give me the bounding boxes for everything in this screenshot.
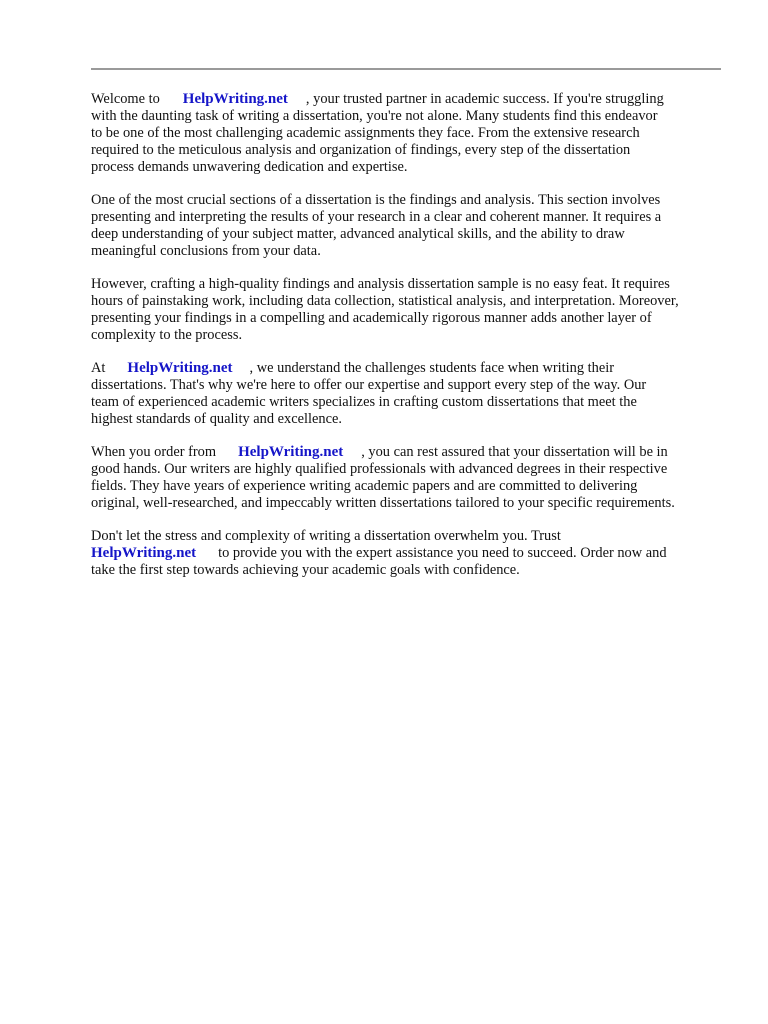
paragraph-line: process demands unwavering dedication and expertise. bbox=[91, 159, 408, 175]
paragraph-line: to be one of the most challenging academic assignments they face. From the extensive research bbox=[91, 125, 640, 141]
paragraph-line: presenting your findings in a compelling and academically rigorous manner adds another layer of bbox=[91, 310, 652, 326]
paragraph-line: take the first step towards achieving your academic goals with confidence. bbox=[91, 562, 520, 578]
paragraph-line bbox=[91, 360, 725, 377]
text-span: to provide you with the expert assistance you need to succeed. Order now and bbox=[218, 545, 667, 561]
paragraph-line: Don't let the stress and complexity of writing a dissertation overwhelm you. Trust bbox=[91, 528, 561, 544]
paragraph-line: good hands. Our writers are highly qualified professionals with advanced degrees in their respective bbox=[91, 461, 668, 477]
text-span: , we understand the challenges students face when writing their bbox=[249, 360, 614, 376]
horizontal-rule bbox=[91, 68, 721, 70]
helpwriting-link[interactable]: HelpWriting.net bbox=[127, 360, 233, 376]
paragraph-line: required to the meticulous analysis and organization of findings, every step of the dissertation bbox=[91, 142, 631, 158]
paragraph-expertise bbox=[91, 360, 725, 428]
paragraph-line: meaningful conclusions from your data. bbox=[91, 243, 321, 259]
text-span: Welcome to bbox=[91, 91, 160, 107]
document-body bbox=[91, 91, 725, 595]
text-span: , you can rest assured that your dissertation will be in bbox=[361, 444, 668, 460]
paragraph-line bbox=[91, 545, 725, 562]
paragraph-line: deep understanding of your subject matter, advanced analytical skills, and the ability to draw bbox=[91, 226, 625, 242]
paragraph-line bbox=[91, 91, 725, 108]
paragraph-line: presenting and interpreting the results of your research in a clear and coherent manner. It requires a bbox=[91, 209, 662, 225]
helpwriting-link[interactable]: HelpWriting.net bbox=[238, 444, 344, 460]
paragraph-line: complexity to the process. bbox=[91, 327, 243, 343]
paragraph-line: fields. They have years of experience writing academic papers and are committed to delivering bbox=[91, 478, 638, 494]
text-span: , your trusted partner in academic success. If you're struggling bbox=[305, 91, 664, 107]
paragraph-order bbox=[91, 444, 725, 512]
paragraph-line: However, crafting a high-quality findings and analysis dissertation sample is no easy feat. It requires bbox=[91, 276, 670, 292]
paragraph-findings bbox=[91, 192, 725, 260]
paragraph-line: highest standards of quality and excellence. bbox=[91, 411, 342, 427]
paragraph-welcome bbox=[91, 91, 725, 176]
paragraph-challenge bbox=[91, 276, 725, 344]
paragraph-line: team of experienced academic writers specializes in crafting custom dissertations that meet the bbox=[91, 394, 637, 410]
helpwriting-link[interactable]: HelpWriting.net bbox=[91, 545, 197, 561]
paragraph-line bbox=[91, 444, 725, 461]
paragraph-line: with the daunting task of writing a dissertation, you're not alone. Many students find this endeavor bbox=[91, 108, 658, 124]
paragraph-line: original, well-researched, and impeccably written dissertations tailored to your specific requirements. bbox=[91, 495, 675, 511]
text-span: At bbox=[91, 360, 106, 376]
paragraph-closing bbox=[91, 528, 725, 579]
paragraph-line: One of the most crucial sections of a dissertation is the findings and analysis. This section involves bbox=[91, 192, 661, 208]
paragraph-line: dissertations. That's why we're here to offer our expertise and support every step of the way. Our bbox=[91, 377, 647, 393]
paragraph-line: hours of painstaking work, including data collection, statistical analysis, and interpretation. Moreover, bbox=[91, 293, 679, 309]
helpwriting-link[interactable]: HelpWriting.net bbox=[182, 91, 288, 107]
text-span: When you order from bbox=[91, 444, 217, 460]
